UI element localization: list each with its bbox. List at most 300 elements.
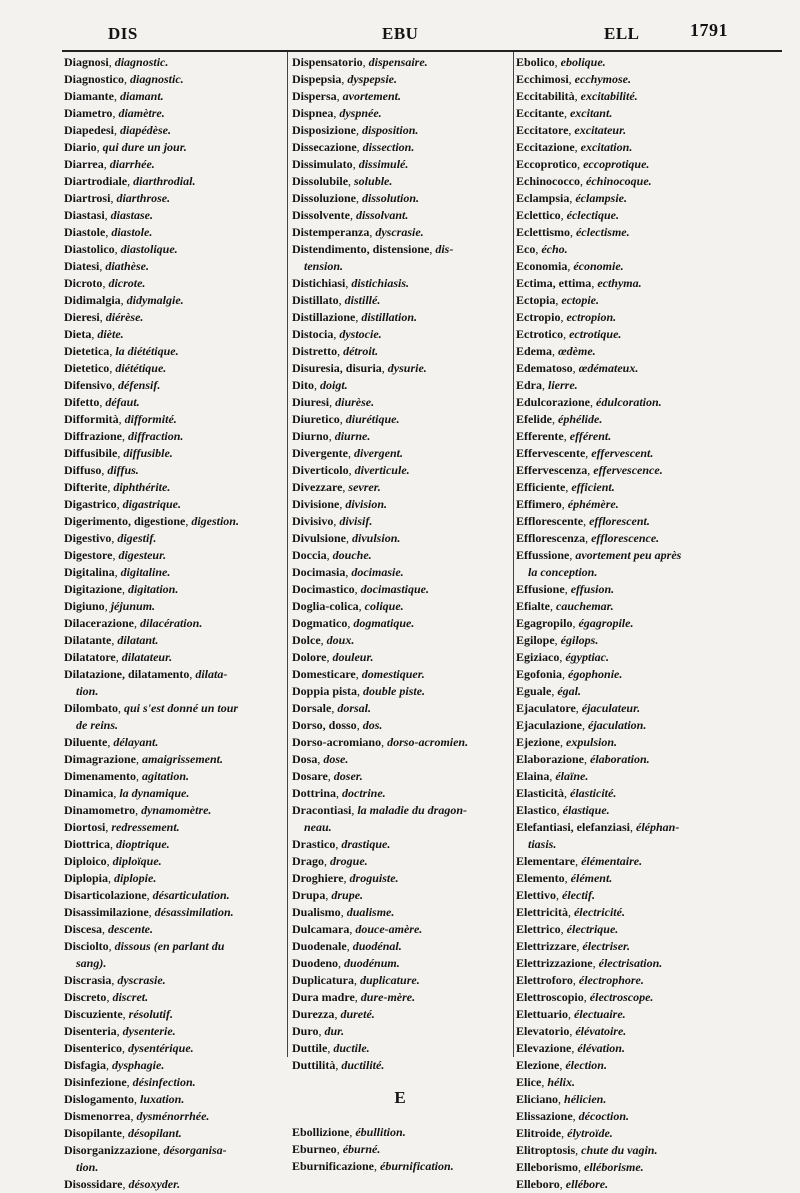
dictionary-entry: Droghiere, droguiste. (292, 871, 399, 885)
translation: la diététique. (115, 344, 179, 358)
headword: Efelide (516, 412, 552, 426)
headword: Duodenale (292, 939, 347, 953)
headword: Divulsione (292, 531, 347, 545)
dictionary-entry: Dietetica, la diététique. (64, 344, 179, 358)
translation: neau. (304, 820, 332, 834)
translation: diarrhée. (109, 157, 155, 171)
translation: divulsion. (352, 531, 401, 545)
headword: Diluente (64, 735, 108, 749)
translation: luxation. (140, 1092, 185, 1106)
headword: Dosare (292, 769, 328, 783)
dictionary-entry: Diluente, délayant. (64, 735, 159, 749)
dictionary-entry: Eclampsia, éclampsie. (516, 191, 627, 205)
headword: Elleboro (516, 1177, 560, 1191)
dictionary-entry: Dissimulato, dissimulé. (292, 157, 409, 171)
translation: double piste. (363, 684, 426, 698)
headword: Dimagrazione (64, 752, 136, 766)
headword: Eccitabilità (516, 89, 575, 103)
headword: Elementare (516, 854, 576, 868)
translation: redressement. (111, 820, 180, 834)
dictionary-entry: Diastole, diastole. (64, 225, 153, 239)
translation: dysphagie. (112, 1058, 165, 1072)
translation: dureté. (340, 1007, 375, 1021)
headword: Elettivo (516, 888, 556, 902)
translation: sevrer. (348, 480, 381, 494)
translation: ectropion. (566, 310, 617, 324)
dictionary-entry: Diurno, diurne. (292, 429, 371, 443)
dictionary-entry: Dicroto, dicrote. (64, 276, 146, 290)
dictionary-entry: Durezza, dureté. (292, 1007, 375, 1021)
running-head-right: ELL (604, 24, 640, 43)
dictionary-entry: Eccitante, excitant. (516, 106, 613, 120)
dictionary-entry: Efialte, cauchemar. (516, 599, 614, 613)
dictionary-entry: Dosa, dose. (292, 752, 349, 766)
headword: Digestore (64, 548, 113, 562)
headword: Elettroforo (516, 973, 573, 987)
dictionary-entry: Dietetico, diététique. (64, 361, 167, 375)
dictionary-entry: Distichiasi, distichiasis. (292, 276, 410, 290)
translation: avortement. (342, 89, 401, 103)
translation: ectrotique. (569, 327, 622, 341)
headword: Didimalgia (64, 293, 121, 307)
translation: diète. (97, 327, 124, 341)
headword: Echinococco (516, 174, 580, 188)
headword: Disposizione (292, 123, 357, 137)
dictionary-entry: Distillazione, distillation. (292, 310, 418, 324)
header-rule (62, 50, 782, 52)
headword: Dilacerazione (64, 616, 134, 630)
running-head-center: EBU (382, 24, 419, 43)
headword: Disopilante (64, 1126, 123, 1140)
translation: duplicature. (360, 973, 420, 987)
headword: Difetto (64, 395, 100, 409)
dictionary-entry: Dogmatico, dogmatique. (292, 616, 415, 630)
translation: descente. (108, 922, 153, 936)
translation: diffraction. (127, 429, 184, 443)
headword: Dislogamento (64, 1092, 134, 1106)
headword: Elaborazione (516, 752, 584, 766)
dictionary-entry: Disciolto, dissous (en parlant du (64, 939, 225, 953)
headword: Dieta (64, 327, 92, 341)
dictionary-entry: Diametro, diamètre. (64, 106, 165, 120)
dictionary-entry (516, 564, 736, 581)
dictionary-entry: Dulcamara, douce-amère. (292, 922, 423, 936)
translation: la maladie du dragon- (357, 803, 468, 817)
translation: dyspepsie. (347, 72, 398, 86)
dictionary-entry: Dimenamento, agitation. (64, 769, 190, 783)
dictionary-entry: Disinfezione, désinfection. (64, 1075, 196, 1089)
headword: Duttile (292, 1041, 328, 1055)
dictionary-entry: Ectrotico, ectrotique. (516, 327, 622, 341)
translation: difformité. (124, 412, 177, 426)
dictionary-entry: Eburneo, éburné. (292, 1142, 381, 1156)
translation: digitation. (128, 582, 179, 596)
dictionary-entry: Discreto, discret. (64, 990, 149, 1004)
headword: Ecchimosi (516, 72, 569, 86)
translation: division. (345, 497, 388, 511)
headword: Ebolico (516, 55, 555, 69)
headword: Diffusibile (64, 446, 118, 460)
headword: Eguale (516, 684, 552, 698)
headword: Difterite (64, 480, 108, 494)
dictionary-entry: Elettricità, électricité. (516, 905, 625, 919)
headword: Elefantiasi, elefanziasi (516, 820, 630, 834)
headword: Dieresi (64, 310, 100, 324)
dictionary-entry: Effusione, effusion. (516, 582, 615, 596)
headword: Edema (516, 344, 552, 358)
dictionary-entry: Difetto, défaut. (64, 395, 140, 409)
headword: Diapedesi (64, 123, 115, 137)
running-head-left: DIS (108, 24, 138, 43)
headword: Drastico (292, 837, 336, 851)
dictionary-entry: Difterite, diphthérite. (64, 480, 171, 494)
translation: douche. (332, 548, 372, 562)
translation: ellébore. (565, 1177, 609, 1191)
dictionary-entry: Diuresi, diurèse. (292, 395, 375, 409)
dictionary-entry: Eccitatore, excitateur. (516, 123, 627, 137)
headword: Dietetica (64, 344, 110, 358)
dictionary-entry: Echinococco, échinocoque. (516, 174, 652, 188)
translation: édulcoration. (596, 395, 662, 409)
dictionary-entry: Dimagrazione, amaigrissement. (64, 752, 223, 766)
dictionary-entry: Diverticolo, diverticule. (292, 463, 410, 477)
translation: éjaculation. (588, 718, 647, 732)
translation: doser. (333, 769, 363, 783)
dictionary-entry: Eccitabilità, excitabilité. (516, 89, 638, 103)
headword: Ejaculazione (516, 718, 582, 732)
dictionary-entry: Edra, lierre. (516, 378, 578, 392)
translation: hélix. (547, 1075, 575, 1089)
headword: Difformità (64, 412, 119, 426)
translation: diastole. (111, 225, 153, 239)
headword: Eliciano (516, 1092, 559, 1106)
headword: Edematoso (516, 361, 573, 375)
dictionary-entry: Ejezione, expulsion. (516, 735, 618, 749)
headword: Duttilità (292, 1058, 336, 1072)
translation: dissolution. (362, 191, 420, 205)
translation: désinfection. (132, 1075, 196, 1089)
dictionary-entry: Elemento, élément. (516, 871, 613, 885)
translation: diffusible. (123, 446, 173, 460)
dictionary-entry: Dorso, dosso, dos. (292, 718, 383, 732)
headword: Diartrodiale (64, 174, 128, 188)
headword: Dilatante (64, 633, 112, 647)
dictionary-entry: Dilatatore, dilatateur. (64, 650, 173, 664)
headword: Efialte (516, 599, 550, 613)
headword: Doccia (292, 548, 327, 562)
headword: Ejezione (516, 735, 560, 749)
translation: électuaire. (574, 1007, 626, 1021)
headword: Elettrizzazione (516, 956, 593, 970)
translation: dilatant. (117, 633, 159, 647)
translation: élaïne. (555, 769, 589, 783)
headword: Doppia pista (292, 684, 358, 698)
dictionary-entry: Elaborazione, élaboration. (516, 752, 650, 766)
translation: dissection. (362, 140, 415, 154)
headword: Ectropio (516, 310, 561, 324)
dictionary-entry: Diamante, diamant. (64, 89, 164, 103)
headword: Diamante (64, 89, 114, 103)
translation: électrique. (566, 922, 619, 936)
headword: Diuretico (292, 412, 340, 426)
translation: excitabilité. (580, 89, 638, 103)
dictionary-entry: Eguale, égal. (516, 684, 582, 698)
translation: dilatateur. (121, 650, 173, 664)
translation: distichiasis. (351, 276, 410, 290)
dictionary-entry: Elice, hélix. (516, 1075, 575, 1089)
translation: éburné. (342, 1142, 381, 1156)
headword: Digitazione (64, 582, 122, 596)
dictionary-entry: Dieta, diète. (64, 327, 124, 341)
headword: Docimasia (292, 565, 346, 579)
translation: résolutif. (128, 1007, 173, 1021)
translation: efficient. (571, 480, 615, 494)
dictionary-entry: Elissazione, décoction. (516, 1109, 629, 1123)
translation: effervescent. (591, 446, 654, 460)
dictionary-entry: Elastico, élastique. (516, 803, 610, 817)
dictionary-entry: Distillato, distillé. (292, 293, 381, 307)
headword: Diastolico (64, 242, 115, 256)
headword: Diagnosi (64, 55, 109, 69)
translation: électricité. (573, 905, 625, 919)
translation: discret. (112, 990, 149, 1004)
headword: Disarticolazione (64, 888, 147, 902)
dictionary-entry: Discrasia, dyscrasie. (64, 973, 166, 987)
translation: égagropile. (578, 616, 634, 630)
translation: dogmatique. (353, 616, 415, 630)
dictionary-entry: Disassimilazione, désassimilation. (64, 905, 234, 919)
headword: Discesa (64, 922, 102, 936)
translation: éjaculateur. (581, 701, 641, 715)
headword: Dolore (292, 650, 327, 664)
dictionary-entry: Diartrosi, diarthrose. (64, 191, 171, 205)
dictionary-entry: Ejaculazione, éjaculation. (516, 718, 647, 732)
dictionary-entry: Duro, dur. (292, 1024, 345, 1038)
translation: la conception. (528, 565, 598, 579)
column-2 (292, 54, 508, 1175)
dictionary-entry: Ecchimosi, ecchymose. (516, 72, 631, 86)
headword: Diploico (64, 854, 107, 868)
dictionary-entry (516, 836, 736, 853)
headword: Eco (516, 242, 536, 256)
headword: Dismenorrea (64, 1109, 131, 1123)
headword: Difensivo (64, 378, 112, 392)
dictionary-entry: Effervescenza, effervescence. (516, 463, 663, 477)
dictionary-entry: Egagropilo, égagropile. (516, 616, 634, 630)
translation: ebolique. (560, 55, 606, 69)
headword: Dilatazione, dilatamento (64, 667, 190, 681)
headword: Diurno (292, 429, 329, 443)
translation: ébullition. (355, 1125, 406, 1139)
headword: Diplopia (64, 871, 109, 885)
headword: Elettrizzare (516, 939, 577, 953)
dictionary-entry: Dinamica, la dynamique. (64, 786, 190, 800)
dictionary-entry: Edema, œdème. (516, 344, 596, 358)
headword: Eccoprotico (516, 157, 578, 171)
headword: Dosa (292, 752, 318, 766)
dictionary-entry: Ebollizione, ébullition. (292, 1125, 406, 1139)
translation: éclectisme. (575, 225, 630, 239)
translation: soluble. (354, 174, 393, 188)
dictionary-entry: Disuresia, disuria, dysurie. (292, 361, 427, 375)
dictionary-entry: Discuziente, résolutif. (64, 1007, 173, 1021)
headword: Eburnificazione (292, 1159, 375, 1173)
translation: diurèse. (335, 395, 375, 409)
headword: Dura madre (292, 990, 355, 1004)
headword: Dietetico (64, 361, 110, 375)
dictionary-entry: Dismenorrea, dysménorrhée. (64, 1109, 210, 1123)
column-divider (287, 52, 288, 1057)
headword: Distocia (292, 327, 334, 341)
translation: écho. (541, 242, 568, 256)
translation: élastique. (562, 803, 610, 817)
translation: dissous (en parlant du (114, 939, 225, 953)
headword: Elitroptosis (516, 1143, 576, 1157)
translation: électroscope. (589, 990, 654, 1004)
headword: Diffuso (64, 463, 102, 477)
translation: désassimilation. (154, 905, 234, 919)
dictionary-entry: Dualismo, dualisme. (292, 905, 395, 919)
headword: Elettroscopio (516, 990, 584, 1004)
headword: Discrasia (64, 973, 112, 987)
headword: Durezza (292, 1007, 335, 1021)
headword: Elettricità (516, 905, 568, 919)
translation: tiasis. (528, 837, 557, 851)
headword: Diametro (64, 106, 113, 120)
translation: drastique. (341, 837, 391, 851)
translation: diurne. (334, 429, 371, 443)
headword: Elice (516, 1075, 542, 1089)
dictionary-entry: Disfagia, dysphagie. (64, 1058, 165, 1072)
translation: électrophore. (578, 973, 644, 987)
headword: Discreto (64, 990, 107, 1004)
translation: droguiste. (349, 871, 399, 885)
translation: dilacération. (139, 616, 203, 630)
headword: Dissolvente (292, 208, 350, 222)
translation: sang). (76, 956, 107, 970)
headword: Edulcorazione (516, 395, 590, 409)
headword: Elitroide (516, 1126, 562, 1140)
headword: Divezzare (292, 480, 343, 494)
headword: Eccitante (516, 106, 564, 120)
headword: Dissolubile (292, 174, 349, 188)
translation: cauchemar. (556, 599, 614, 613)
translation: la dynamique. (119, 786, 190, 800)
translation: digestion. (191, 514, 239, 528)
translation: duodénum. (344, 956, 400, 970)
translation: élément. (570, 871, 613, 885)
translation: désarticulation. (152, 888, 230, 902)
headword: Elasticità (516, 786, 564, 800)
dictionary-entry: Egilope, égilops. (516, 633, 599, 647)
translation: divisif. (339, 514, 373, 528)
dictionary-entry: Distocia, dystocie. (292, 327, 382, 341)
dictionary-entry: Digiuno, jéjunum. (64, 599, 156, 613)
dictionary-entry: Eburnificazione, éburnification. (292, 1159, 454, 1173)
headword: Effussione (516, 548, 570, 562)
translation: domestiquer. (361, 667, 425, 681)
headword: Dulcamara (292, 922, 350, 936)
translation: diphthérite. (113, 480, 171, 494)
translation: avortement peu après (575, 548, 682, 562)
translation: désoxyder. (128, 1177, 181, 1191)
dictionary-entry: Egofonia, égophonie. (516, 667, 623, 681)
translation: distillation. (361, 310, 418, 324)
headword: Efferente (516, 429, 564, 443)
headword: Disorganizzazione (64, 1143, 158, 1157)
translation: détroit. (343, 344, 379, 358)
headword: Dissimulato (292, 157, 353, 171)
translation: éphélide. (558, 412, 603, 426)
dictionary-entry: Disorganizzazione, désorganisa- (64, 1143, 227, 1157)
dictionary-entry: Diffrazione, diffraction. (64, 429, 184, 443)
translation: dissimulé. (358, 157, 409, 171)
translation: dispensaire. (368, 55, 428, 69)
dictionary-entry: Elettrizzazione, électrisation. (516, 956, 663, 970)
headword: Eclettico (516, 208, 561, 222)
translation: dystocie. (339, 327, 382, 341)
translation: effervescence. (593, 463, 663, 477)
dictionary-entry: Eclettico, éclectique. (516, 208, 619, 222)
headword: Dilombato (64, 701, 118, 715)
dictionary-entry: Elettuario, électuaire. (516, 1007, 626, 1021)
headword: Disossidare (64, 1177, 123, 1191)
translation: diérèse. (105, 310, 144, 324)
dictionary-entry: Distemperanza, dyscrasie. (292, 225, 424, 239)
headword: Egilope (516, 633, 555, 647)
translation: éburnification. (380, 1159, 454, 1173)
headword: Elettrico (516, 922, 561, 936)
headword: Diartrosi (64, 191, 111, 205)
translation: dicrote. (108, 276, 146, 290)
headword: Dinamometro (64, 803, 136, 817)
dictionary-entry: Dissoluzione, dissolution. (292, 191, 420, 205)
section-letter: E (394, 1088, 406, 1107)
translation: ductilité. (341, 1058, 385, 1072)
headword: Dito (292, 378, 314, 392)
headword: Duplicatura (292, 973, 355, 987)
translation: diurétique. (345, 412, 400, 426)
translation: diarthrose. (116, 191, 171, 205)
dictionary-entry: Duttilità, ductilité. (292, 1058, 385, 1072)
headword: Disuresia, disuria (292, 361, 382, 375)
dictionary-entry: Efficiente, efficient. (516, 480, 615, 494)
headword: Divergente (292, 446, 348, 460)
translation: tion. (76, 684, 99, 698)
headword: Effimero (516, 497, 562, 511)
dictionary-entry: Dislogamento, luxation. (64, 1092, 185, 1106)
translation: excitant. (569, 106, 613, 120)
dictionary-entry: Elasticità, élasticité. (516, 786, 617, 800)
headword: Disfagia (64, 1058, 106, 1072)
headword: Effusione (516, 582, 565, 596)
translation: expulsion. (566, 735, 618, 749)
headword: Digerimento, digestione (64, 514, 186, 528)
translation: eccoprotique. (583, 157, 650, 171)
translation: ectopie. (561, 293, 599, 307)
headword: Diastasi (64, 208, 105, 222)
translation: dure-mère. (360, 990, 416, 1004)
headword: Disenteria (64, 1024, 117, 1038)
dictionary-entry: Elezione, élection. (516, 1058, 607, 1072)
translation: diplopie. (114, 871, 157, 885)
dictionary-entry: Divisione, division. (292, 497, 388, 511)
dictionary-entry: Dilombato, qui s'est donné un tour (64, 701, 239, 715)
translation: œdémateux. (578, 361, 639, 375)
headword: Elleborismo (516, 1160, 578, 1174)
translation: dysenterie. (122, 1024, 176, 1038)
headword: Ebollizione (292, 1125, 350, 1139)
